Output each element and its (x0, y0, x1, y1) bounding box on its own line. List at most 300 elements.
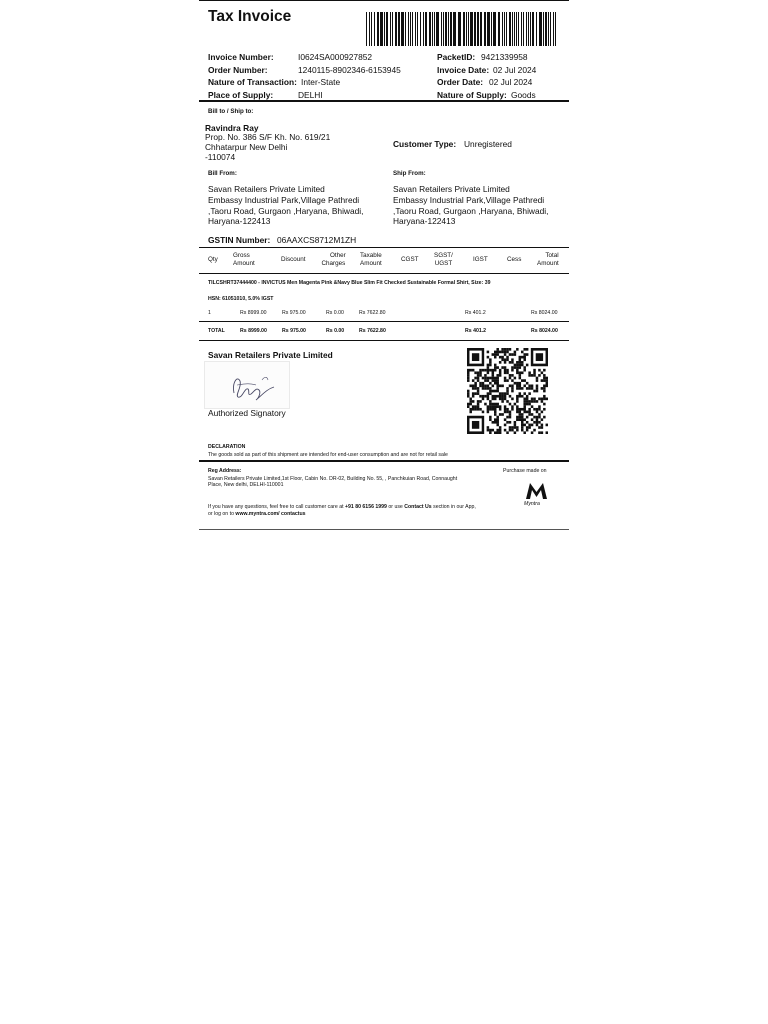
qr-module (487, 429, 490, 432)
qr-module (516, 411, 519, 414)
qr-module (543, 379, 546, 382)
qr-module (487, 377, 490, 380)
qr-module (472, 408, 475, 411)
qr-module (521, 379, 524, 382)
qr-module (499, 429, 502, 432)
barcode-bar (493, 12, 496, 46)
qr-module (528, 413, 531, 416)
qr-module (492, 429, 495, 432)
header-qty: Qty (208, 256, 218, 263)
qr-module (487, 371, 490, 374)
qr-module (489, 405, 492, 408)
gstin-label: GSTIN Number: (208, 235, 271, 245)
qr-module (494, 379, 497, 382)
qr-module (477, 374, 480, 377)
bill-to-heading: Bill to / Ship to: (208, 108, 254, 115)
qr-module (506, 356, 509, 359)
qr-module (494, 411, 497, 414)
qr-module (499, 371, 502, 374)
qr-module (516, 418, 519, 421)
header-discount: Discount (281, 256, 306, 263)
qr-module (526, 353, 529, 356)
qr-module (487, 426, 490, 429)
qr-module (479, 369, 482, 372)
qr-module (521, 387, 524, 390)
qr-module (526, 400, 529, 403)
qr-module (516, 371, 519, 374)
customer-address-line3: -110074 (205, 152, 236, 162)
qr-module (494, 364, 497, 367)
qr-module (519, 411, 522, 414)
qr-module (494, 395, 497, 398)
qr-module (472, 395, 475, 398)
barcode-bar (392, 12, 393, 46)
qr-module (521, 421, 524, 424)
qr-module (519, 356, 522, 359)
qr-module (546, 379, 548, 382)
qr-module (533, 371, 536, 374)
qr-module (538, 413, 541, 416)
total-taxable: Rs 7622.80 (359, 328, 386, 334)
qr-module (538, 421, 541, 424)
qr-module (509, 421, 512, 424)
qr-module (533, 400, 536, 403)
barcode-bar (509, 12, 511, 46)
qr-module (504, 408, 507, 411)
qr-module (494, 421, 497, 424)
nature-of-transaction-value: Inter-State (301, 77, 341, 87)
barcode-bar (512, 12, 513, 46)
qr-module (504, 398, 507, 401)
customer-address-line2: Chhatarpur New Delhi (205, 142, 288, 152)
customer-address-line1: Prop. No. 386 S/F Kh. No. 619/21 (205, 132, 331, 142)
gstin-value: 06AAXCS8712M1ZH (277, 235, 357, 245)
barcode-bar (410, 12, 411, 46)
row-other: Rs 0.00 (326, 310, 344, 316)
qr-module (533, 408, 536, 411)
qr-module (499, 408, 502, 411)
qr-module (509, 411, 512, 414)
qr-module (492, 379, 495, 382)
bill-from-line4: Haryana-122413 (208, 216, 271, 226)
qr-module (528, 387, 531, 390)
contact-us-link[interactable]: Contact Us (404, 504, 432, 510)
qr-module (496, 387, 499, 390)
barcode-bar (530, 12, 531, 46)
qr-module (501, 348, 504, 351)
qr-module (506, 358, 509, 361)
qr-module (536, 400, 539, 403)
qr-module (546, 377, 548, 380)
total-igst: Rs 401.2 (465, 328, 487, 334)
qr-module (526, 421, 529, 424)
contact-phone[interactable]: +91 80 6156 1999 (344, 504, 387, 510)
myntra-brand-name: Myntra (524, 501, 540, 507)
qr-module (501, 358, 504, 361)
qr-module (489, 382, 492, 385)
barcode-bar (474, 12, 476, 46)
qr-module (496, 351, 499, 354)
qr-module (496, 377, 499, 380)
barcode-bar (374, 12, 375, 46)
qr-module (492, 403, 495, 406)
bottom-border (199, 529, 569, 530)
qr-module (526, 387, 529, 390)
qr-module (541, 379, 544, 382)
total-divider (199, 321, 569, 322)
qr-module (541, 426, 544, 429)
barcode-bar (555, 12, 556, 46)
qr-module (489, 408, 492, 411)
qr-module (531, 387, 534, 390)
qr-module (541, 400, 544, 403)
row-igst: Rs 401.2 (465, 310, 486, 316)
qr-module (489, 429, 492, 432)
qr-module (467, 369, 470, 372)
qr-module (543, 377, 546, 380)
qr-module (519, 395, 522, 398)
barcode-bar (514, 12, 515, 46)
barcode-bar (415, 12, 416, 46)
qr-module (479, 395, 482, 398)
customer-type-label: Customer Type: (393, 139, 457, 149)
qr-module (511, 429, 514, 432)
qr-module (467, 392, 470, 395)
qr-module (499, 426, 502, 429)
bill-from-line1: Savan Retailers Private Limited (208, 184, 325, 194)
place-of-supply-value: DELHI (298, 90, 323, 100)
qr-module (511, 353, 514, 356)
qr-module (528, 411, 531, 414)
qr-module (489, 416, 492, 419)
qr-module (509, 395, 512, 398)
qr-module (528, 424, 531, 427)
barcode-bar (369, 12, 370, 46)
qr-module (482, 398, 485, 401)
qr-module (506, 390, 509, 393)
qr-module (467, 379, 470, 382)
barcode-bar (401, 12, 404, 46)
qr-module (526, 426, 529, 429)
qr-module (536, 384, 539, 387)
qr-module (492, 421, 495, 424)
qr-module (536, 390, 539, 393)
contact-line2 (208, 511, 306, 517)
qr-module (506, 369, 509, 372)
qr-module (519, 364, 522, 367)
qr-module (492, 371, 495, 374)
barcode-bar (423, 12, 424, 46)
ship-from-line3: ,Taoru Road, Gurgaon ,Haryana, Bhiwadi, (393, 206, 549, 216)
invoice-date-label: Invoice Date: (437, 65, 490, 75)
qr-module (492, 408, 495, 411)
reg-address-heading: Reg Address: (208, 468, 242, 474)
qr-module (541, 431, 544, 434)
qr-module (492, 377, 495, 380)
qr-module (519, 371, 522, 374)
qr-module (494, 398, 497, 401)
qr-module (494, 408, 497, 411)
barcode-bar (425, 12, 427, 46)
qr-module (467, 403, 470, 406)
qr-module (509, 377, 512, 380)
qr-module (487, 366, 490, 369)
qr-module (504, 429, 507, 432)
qr-module (467, 405, 470, 408)
contact-text-c: section in our App, (431, 504, 476, 510)
total-discount: Rs 975.00 (282, 328, 306, 334)
qr-module (538, 426, 541, 429)
qr-module (543, 395, 546, 398)
qr-module (509, 403, 512, 406)
contact-url-link[interactable]: www.myntra.com/ contactus (235, 511, 306, 517)
qr-module (528, 426, 531, 429)
barcode-bar (366, 12, 367, 46)
qr-module (514, 364, 517, 367)
invoice-number-value: I0624SA000927852 (298, 52, 373, 62)
qr-module (477, 371, 480, 374)
qr-module (487, 364, 490, 367)
ship-from-line2: Embassy Industrial Park,Village Pathredi (393, 195, 545, 205)
qr-module (511, 374, 514, 377)
signatory-company: Savan Retailers Private Limited (208, 350, 333, 360)
qr-module (499, 384, 502, 387)
qr-module (521, 371, 524, 374)
qr-module (538, 369, 541, 372)
qr-module (499, 374, 502, 377)
qr-module (501, 398, 504, 401)
qr-module (479, 374, 482, 377)
qr-module (472, 405, 475, 408)
qr-module (536, 379, 539, 382)
qr-module (501, 413, 504, 416)
barcode-bar (450, 12, 452, 46)
qr-module (528, 384, 531, 387)
qr-module (531, 424, 534, 427)
qr-module (543, 398, 546, 401)
qr-module (531, 398, 534, 401)
qr-module (511, 387, 514, 390)
order-date-value: 02 Jul 2024 (489, 77, 533, 87)
qr-module (528, 403, 531, 406)
qr-module (538, 408, 541, 411)
qr-module (504, 411, 507, 414)
qr-module (536, 418, 539, 421)
qr-module (469, 369, 472, 372)
qr-module (516, 361, 519, 364)
qr-module (511, 408, 514, 411)
barcode-bar (523, 12, 524, 46)
qr-module (504, 377, 507, 380)
qr-module (487, 369, 490, 372)
barcode-bar (528, 12, 529, 46)
qr-module (521, 429, 524, 432)
contact-text-b: or use (386, 504, 405, 510)
barcode-bar (539, 12, 542, 46)
total-total: Rs 8024.00 (531, 328, 558, 334)
qr-module (467, 390, 470, 393)
qr-module (496, 424, 499, 427)
qr-module (494, 377, 497, 380)
header-sgst-l1: SGST/ (434, 252, 453, 259)
qr-module (504, 424, 507, 427)
qr-module (546, 384, 548, 387)
qr-module (521, 395, 524, 398)
qr-module (499, 398, 502, 401)
qr-module (516, 426, 519, 429)
header-gross-l1: Gross (233, 252, 250, 259)
barcode-bar (448, 12, 449, 46)
qr-module (538, 398, 541, 401)
barcode-bar (536, 12, 537, 46)
qr-module (521, 351, 524, 354)
qr-module (489, 392, 492, 395)
qr-module (492, 390, 495, 393)
invoice-document (199, 0, 569, 531)
qr-module (514, 377, 517, 380)
qr-module (543, 416, 546, 419)
qr-module (487, 398, 490, 401)
qr-module (546, 431, 548, 434)
qr-module (506, 431, 509, 434)
qr-module (516, 364, 519, 367)
qr-module (541, 424, 544, 427)
order-date-label: Order Date: (437, 77, 484, 87)
qr-module (519, 408, 522, 411)
qr-module (526, 429, 529, 432)
barcode-bar (502, 12, 503, 46)
qr-module (494, 418, 497, 421)
qr-module (501, 400, 504, 403)
qr-module (489, 387, 492, 390)
qr-module (523, 411, 526, 414)
qr-module (538, 405, 541, 408)
qr-module (477, 390, 480, 393)
barcode-bar (386, 12, 388, 46)
qr-module (469, 403, 472, 406)
barcode-bar (445, 12, 447, 46)
qr-module (492, 395, 495, 398)
qr-module (516, 408, 519, 411)
qr-module (492, 384, 495, 387)
header-sgst-l2: UGST (434, 259, 453, 267)
qr-module (484, 374, 487, 377)
qr-module (543, 374, 546, 377)
qr-module (541, 387, 544, 390)
qr-module (477, 405, 480, 408)
qr-module (516, 416, 519, 419)
qr-module (489, 390, 492, 393)
qr-module (533, 369, 536, 372)
qr-module (504, 351, 507, 354)
qr-module (531, 413, 534, 416)
qr-module (499, 405, 502, 408)
qr-module (523, 403, 526, 406)
qr-module (484, 369, 487, 372)
qr-module (511, 379, 514, 382)
qr-module (496, 405, 499, 408)
qr-module (528, 400, 531, 403)
qr-module (477, 403, 480, 406)
qr-module (511, 369, 514, 372)
qr-module (506, 392, 509, 395)
qr-module (531, 431, 534, 434)
row-gross: Rs 8999.00 (240, 310, 267, 316)
qr-module (516, 405, 519, 408)
qr-module (519, 384, 522, 387)
total-gross: Rs 8999.00 (240, 328, 267, 334)
qr-module (543, 369, 546, 372)
barcode-bar (484, 12, 486, 46)
qr-module (487, 405, 490, 408)
barcode-bar (477, 12, 479, 46)
header-divider (199, 100, 569, 102)
barcode-bar (432, 12, 433, 46)
barcode-bar (371, 12, 372, 46)
qr-module (477, 377, 480, 380)
qr-module (479, 408, 482, 411)
qr-module (504, 405, 507, 408)
qr-module (492, 353, 495, 356)
qr-module (528, 392, 531, 395)
header-other-l2: Charges (321, 259, 346, 267)
qr-module (494, 405, 497, 408)
qr-module (536, 387, 539, 390)
qr-module (514, 366, 517, 369)
qr-module (499, 413, 502, 416)
qr-module (523, 405, 526, 408)
qr-module (523, 369, 526, 372)
barcode-bar (491, 12, 492, 46)
qr-module (494, 356, 497, 359)
table-top-border (199, 247, 569, 248)
customer-type-value: Unregistered (464, 139, 512, 149)
qr-module (533, 398, 536, 401)
qr-module (494, 431, 497, 434)
page-title: Tax Invoice (208, 8, 292, 25)
packet-id-value: 9421339958 (481, 52, 528, 62)
qr-module (479, 371, 482, 374)
qr-module (489, 361, 492, 364)
qr-module (546, 424, 548, 427)
qr-module (519, 366, 522, 369)
qr-module (487, 351, 490, 354)
qr-module (538, 431, 541, 434)
qr-module (509, 384, 512, 387)
qr-module (477, 387, 480, 390)
barcode-bar (466, 12, 467, 46)
qr-module (521, 413, 524, 416)
barcode-bar (412, 12, 413, 46)
barcode-bar (408, 12, 409, 46)
qr-module (519, 382, 522, 385)
qr-module (541, 418, 544, 421)
invoice-number-label: Invoice Number: (208, 52, 274, 62)
qr-finder-pattern (472, 421, 479, 429)
qr-module (516, 387, 519, 390)
qr-module (474, 387, 477, 390)
row-discount: Rs 975.00 (282, 310, 306, 316)
qr-module (541, 411, 544, 414)
qr-module (533, 421, 536, 424)
qr-module (521, 364, 524, 367)
packet-id-label: PacketID: (437, 52, 476, 62)
qr-module (499, 392, 502, 395)
qr-module (526, 382, 529, 385)
qr-module (499, 361, 502, 364)
qr-module (514, 426, 517, 429)
header-other-l1: Other (330, 252, 346, 259)
